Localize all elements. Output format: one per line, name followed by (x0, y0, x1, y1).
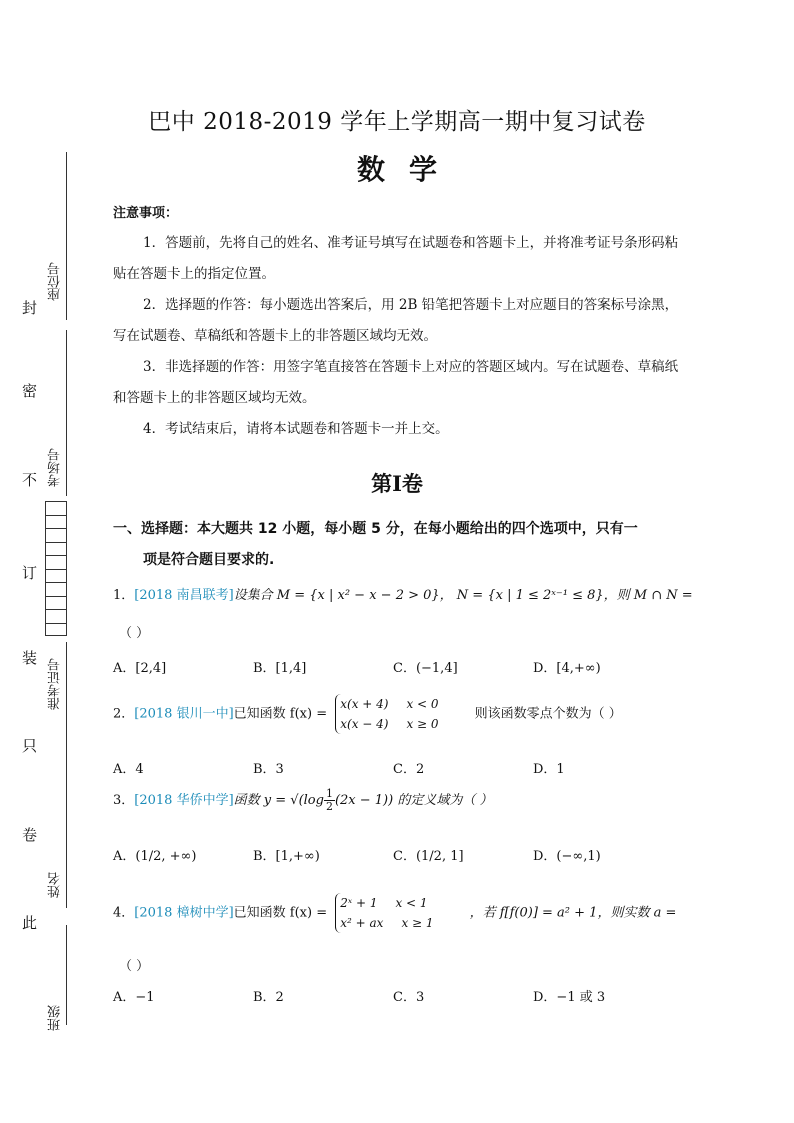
note-item: 4．考试结束后，请将本试题卷和答题卡一并上交。 (143, 421, 449, 437)
question-number: 4． (113, 905, 135, 921)
part-line-1: 一、选择题：本大题共 12 小题，每小题 5 分，在每小题给出的四个选项中，只有一 (113, 521, 638, 537)
question-number: 2． (113, 706, 135, 722)
note-item: 1．答题前，先将自己的姓名、准考证号填写在试题卷和答题卡上，并将准考证号条形码粘贴在答题卡上的指定位置。 (113, 235, 679, 282)
option-c: C．2 (393, 762, 425, 777)
question-source: [2018 樟树中学] (134, 905, 234, 921)
option-d: D．1 (533, 762, 565, 777)
case-cond: x ≥ 1 (401, 916, 434, 930)
seal-char: 不 (20, 472, 38, 487)
log-base (324, 788, 335, 813)
question-stem: 函数 y = √(log (233, 793, 324, 808)
option-a: A．[2,4] (113, 661, 167, 676)
field-label-admission: 准考证号 (48, 658, 63, 710)
field-label-name: 姓名 (48, 872, 63, 898)
question-stem-tail: 则该函数零点个数为（ ） (474, 706, 622, 722)
question-stem: 设集合 M = {x | x² − x − 2 > 0}， N = {x | 1 ≤ 2ˣ⁻¹ ≤ 8}，则 M ∩ N = (233, 588, 693, 603)
option-a: A．4 (113, 762, 144, 777)
answer-paren: （ ） (119, 959, 150, 974)
case-expr: x(x − 4) (340, 717, 389, 731)
case-cond: x ≥ 0 (406, 717, 439, 731)
question-source: [2018 银川一中] (134, 706, 234, 722)
seal-char: 订 (20, 565, 38, 580)
case-expr: 2ˣ + 1 (340, 896, 378, 910)
seal-char: 封 (20, 300, 38, 315)
case-expr: x(x + 4) (340, 697, 389, 711)
option-d: D．[4,+∞) (533, 661, 601, 676)
question-stem-tail: ，若 f[f(0)] = a² + 1，则实数 a = (469, 905, 677, 921)
log-base-num: 1 (325, 787, 333, 800)
seal-char: 装 (20, 650, 38, 665)
seal-char: 此 (20, 915, 38, 930)
question-stem-tail: (2x − 1)) 的定义域为（ ） (334, 793, 493, 808)
option-b: B．2 (253, 990, 284, 1005)
option-d: D．(−∞,1) (533, 849, 601, 864)
exam-title: 巴中 2018-2019 学年上学期高一期中复习试卷 (148, 109, 646, 135)
seal-char: 密 (20, 383, 38, 398)
question-number: 1． (113, 588, 135, 603)
case-cond: x < 1 (395, 896, 428, 910)
field-label-seat: 座位号 (48, 262, 63, 301)
option-b: B．[1,+∞) (253, 849, 320, 864)
option-c: C．(−1,4] (393, 661, 458, 676)
question-3 (113, 788, 693, 813)
part-instructions (113, 514, 683, 576)
field-label-room: 考场号 (48, 448, 63, 487)
log-base-den: 2 (325, 800, 333, 813)
case-expr: x² + ax (340, 916, 384, 930)
question-source: [2018 华侨中学] (134, 793, 234, 808)
note-item: 3．非选择题的作答：用签字笔直接答在答题卡上对应的答题区域内。写在试题卷、草稿纸和答题卡上的非答题区域均无效。 (113, 359, 679, 406)
seal-char: 卷 (20, 827, 38, 842)
case-cond: x < 0 (406, 697, 439, 711)
question-stem: 已知函数 f(x) = (233, 905, 328, 921)
seal-char: 只 (20, 738, 38, 753)
answer-paren: （ ） (119, 626, 150, 641)
option-b: B．3 (253, 762, 284, 777)
notes-heading: 注意事项： (113, 206, 179, 221)
question-number: 3． (113, 793, 135, 808)
section-title: 第Ⅰ卷 (371, 471, 423, 496)
question-source: [2018 南昌联考] (134, 588, 234, 603)
note-item: 2．选择题的作答：每小题选出答案后，用 2B 铅笔把答题卡上对应题目的答案标号涂黑，写在试题卷、草稿纸和答题卡上的非答题区域均无效。 (113, 297, 679, 344)
part-line-2: 项是符合题目要求的. (143, 552, 275, 568)
admission-number-boxes (45, 501, 67, 636)
piecewise-function (335, 893, 461, 933)
subject-title: 数学 (356, 153, 461, 186)
option-a: A．−1 (113, 990, 155, 1005)
option-a: A．(1/2, +∞) (113, 849, 197, 864)
option-b: B．[1,4] (253, 661, 307, 676)
question-2 (113, 694, 693, 734)
piecewise-function (335, 694, 466, 734)
option-c: C．(1/2, 1] (393, 849, 464, 864)
option-d: D．−1 或 3 (533, 990, 606, 1005)
question-1 (113, 584, 693, 603)
option-c: C．3 (393, 990, 425, 1005)
question-stem: 已知函数 f(x) = (233, 706, 328, 722)
field-label-class: 班级 (48, 1005, 63, 1031)
question-4 (113, 893, 693, 933)
